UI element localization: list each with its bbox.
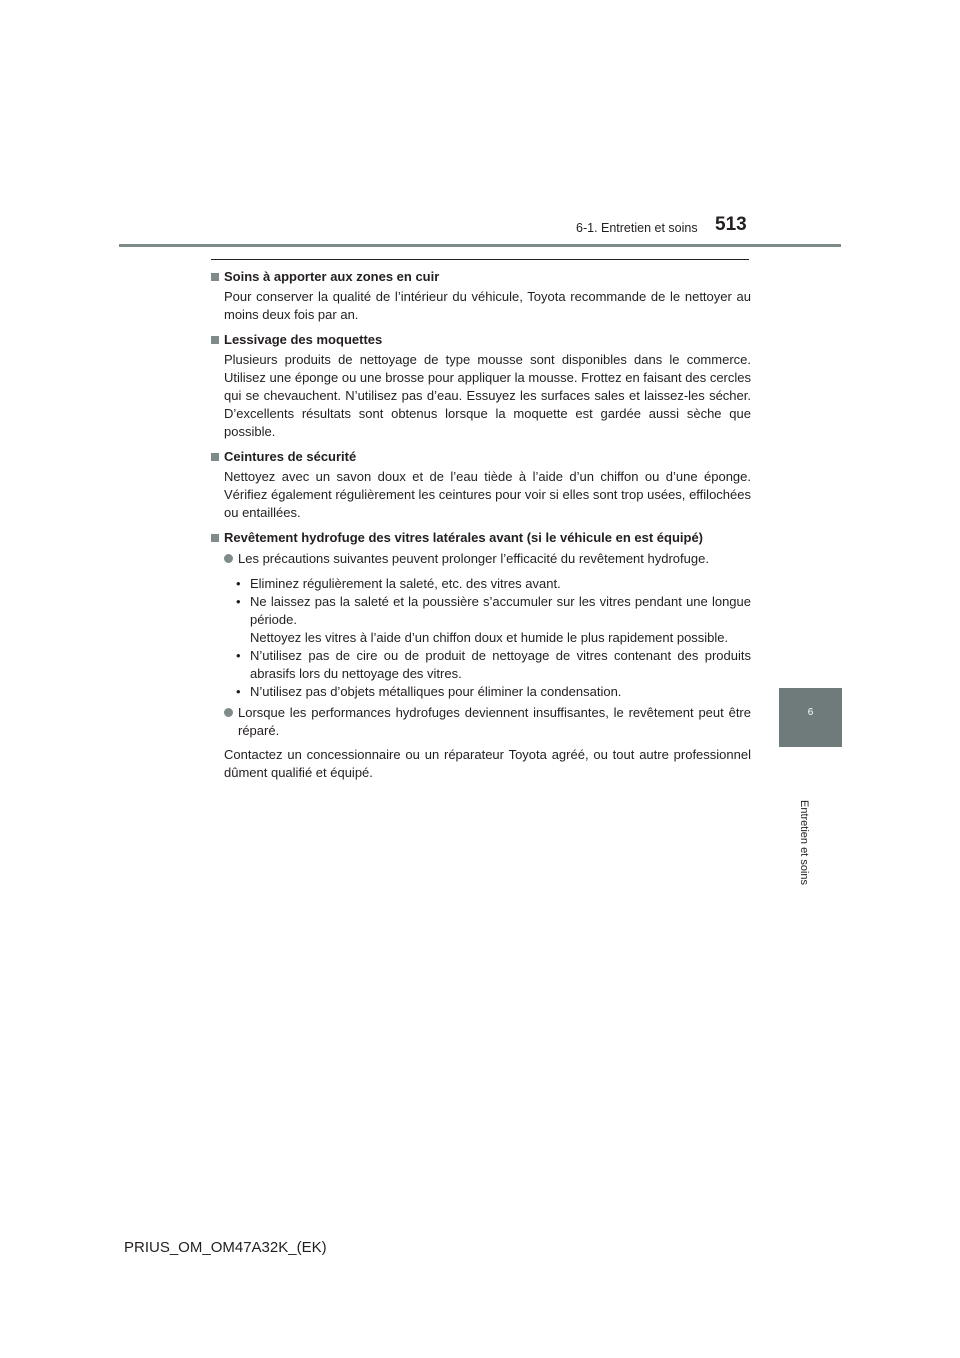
page-content [211, 268, 751, 789]
content-divider [211, 259, 749, 260]
section-body: Pour conserver la qualité de l’intérieur du véhicule, Toyota recommande de le nettoyer au moins deux fois par an. [224, 289, 751, 322]
square-bullet-icon [211, 273, 219, 281]
section-body: Nettoyez avec un savon doux et de l’eau tiède à l’aide d’un chiffon ou d’une éponge. Vérifiez également régulièrement les ceintures pour voir si elles sont trop usées, effilochées ou entaillées. [224, 469, 751, 520]
chapter-tab-title: Entretien et soins [798, 800, 810, 885]
square-bullet-icon [211, 336, 219, 344]
dot-bullet-icon: • [236, 648, 241, 663]
closing-text: Contactez un concessionnaire ou un réparateur Toyota agréé, ou tout autre professionnel dûment qualifié et équipé. [224, 747, 751, 780]
list-item: • N’utilisez pas de cire ou de produit de nettoyage de vitres contenant des produits abrasifs lors du nettoyage des vitres. [236, 648, 751, 681]
square-bullet-icon [211, 453, 219, 461]
list-item: Les précautions suivantes peuvent prolonger l’efficacité du revêtement hydrofuge. [224, 550, 751, 568]
square-bullet-icon [211, 534, 219, 542]
dot-bullet-icon: • [236, 576, 241, 591]
page-number: 513 [715, 214, 747, 235]
list-item: • N’utilisez pas d’objets métalliques pour éliminer la condensation. [236, 684, 622, 699]
list-item: • Ne laissez pas la saleté et la poussière s’accumuler sur les vitres pendant une longue période. Nettoyez les vitres à l’aide d’un chiffon doux et humide le plus rapidement possible. [236, 594, 751, 645]
list-item: • Eliminez régulièrement la saleté, etc. des vitres avant. [236, 576, 561, 591]
document-code: PRIUS_OM_OM47A32K_(EK) [124, 1239, 327, 1256]
circle-bullet-icon [224, 554, 233, 563]
bullet-list [236, 575, 751, 701]
dot-bullet-icon: • [236, 684, 241, 699]
header-divider [119, 244, 841, 247]
section-heading: Ceintures de sécurité [211, 448, 751, 466]
header-section-title: 6-1. Entretien et soins [576, 221, 698, 235]
dot-bullet-icon: • [236, 594, 241, 609]
circle-bullet-icon [224, 708, 233, 717]
section-heading: Lessivage des moquettes [211, 331, 751, 349]
chapter-tab [779, 688, 842, 747]
chapter-number: 6 [807, 707, 814, 718]
section-heading: Soins à apporter aux zones en cuir [211, 268, 751, 286]
section-heading: Revêtement hydrofuge des vitres latérales avant (si le véhicule en est équipé) [211, 529, 751, 547]
section-body: Plusieurs produits de nettoyage de type mousse sont disponibles dans le commerce. Utilisez une éponge ou une brosse pour appliquer la mousse. Frottez en faisant des cercles qui se chevauchent. N’utilisez pas d’eau. Essuyez les surfaces sales et laissez-les sécher. D’excellents résultats sont obtenus lorsque la moquette est gardée aussi sèche que possible. [224, 352, 751, 439]
list-item: Lorsque les performances hydrofuges deviennent insuffisantes, le revêtement peut être réparé. [224, 704, 751, 740]
